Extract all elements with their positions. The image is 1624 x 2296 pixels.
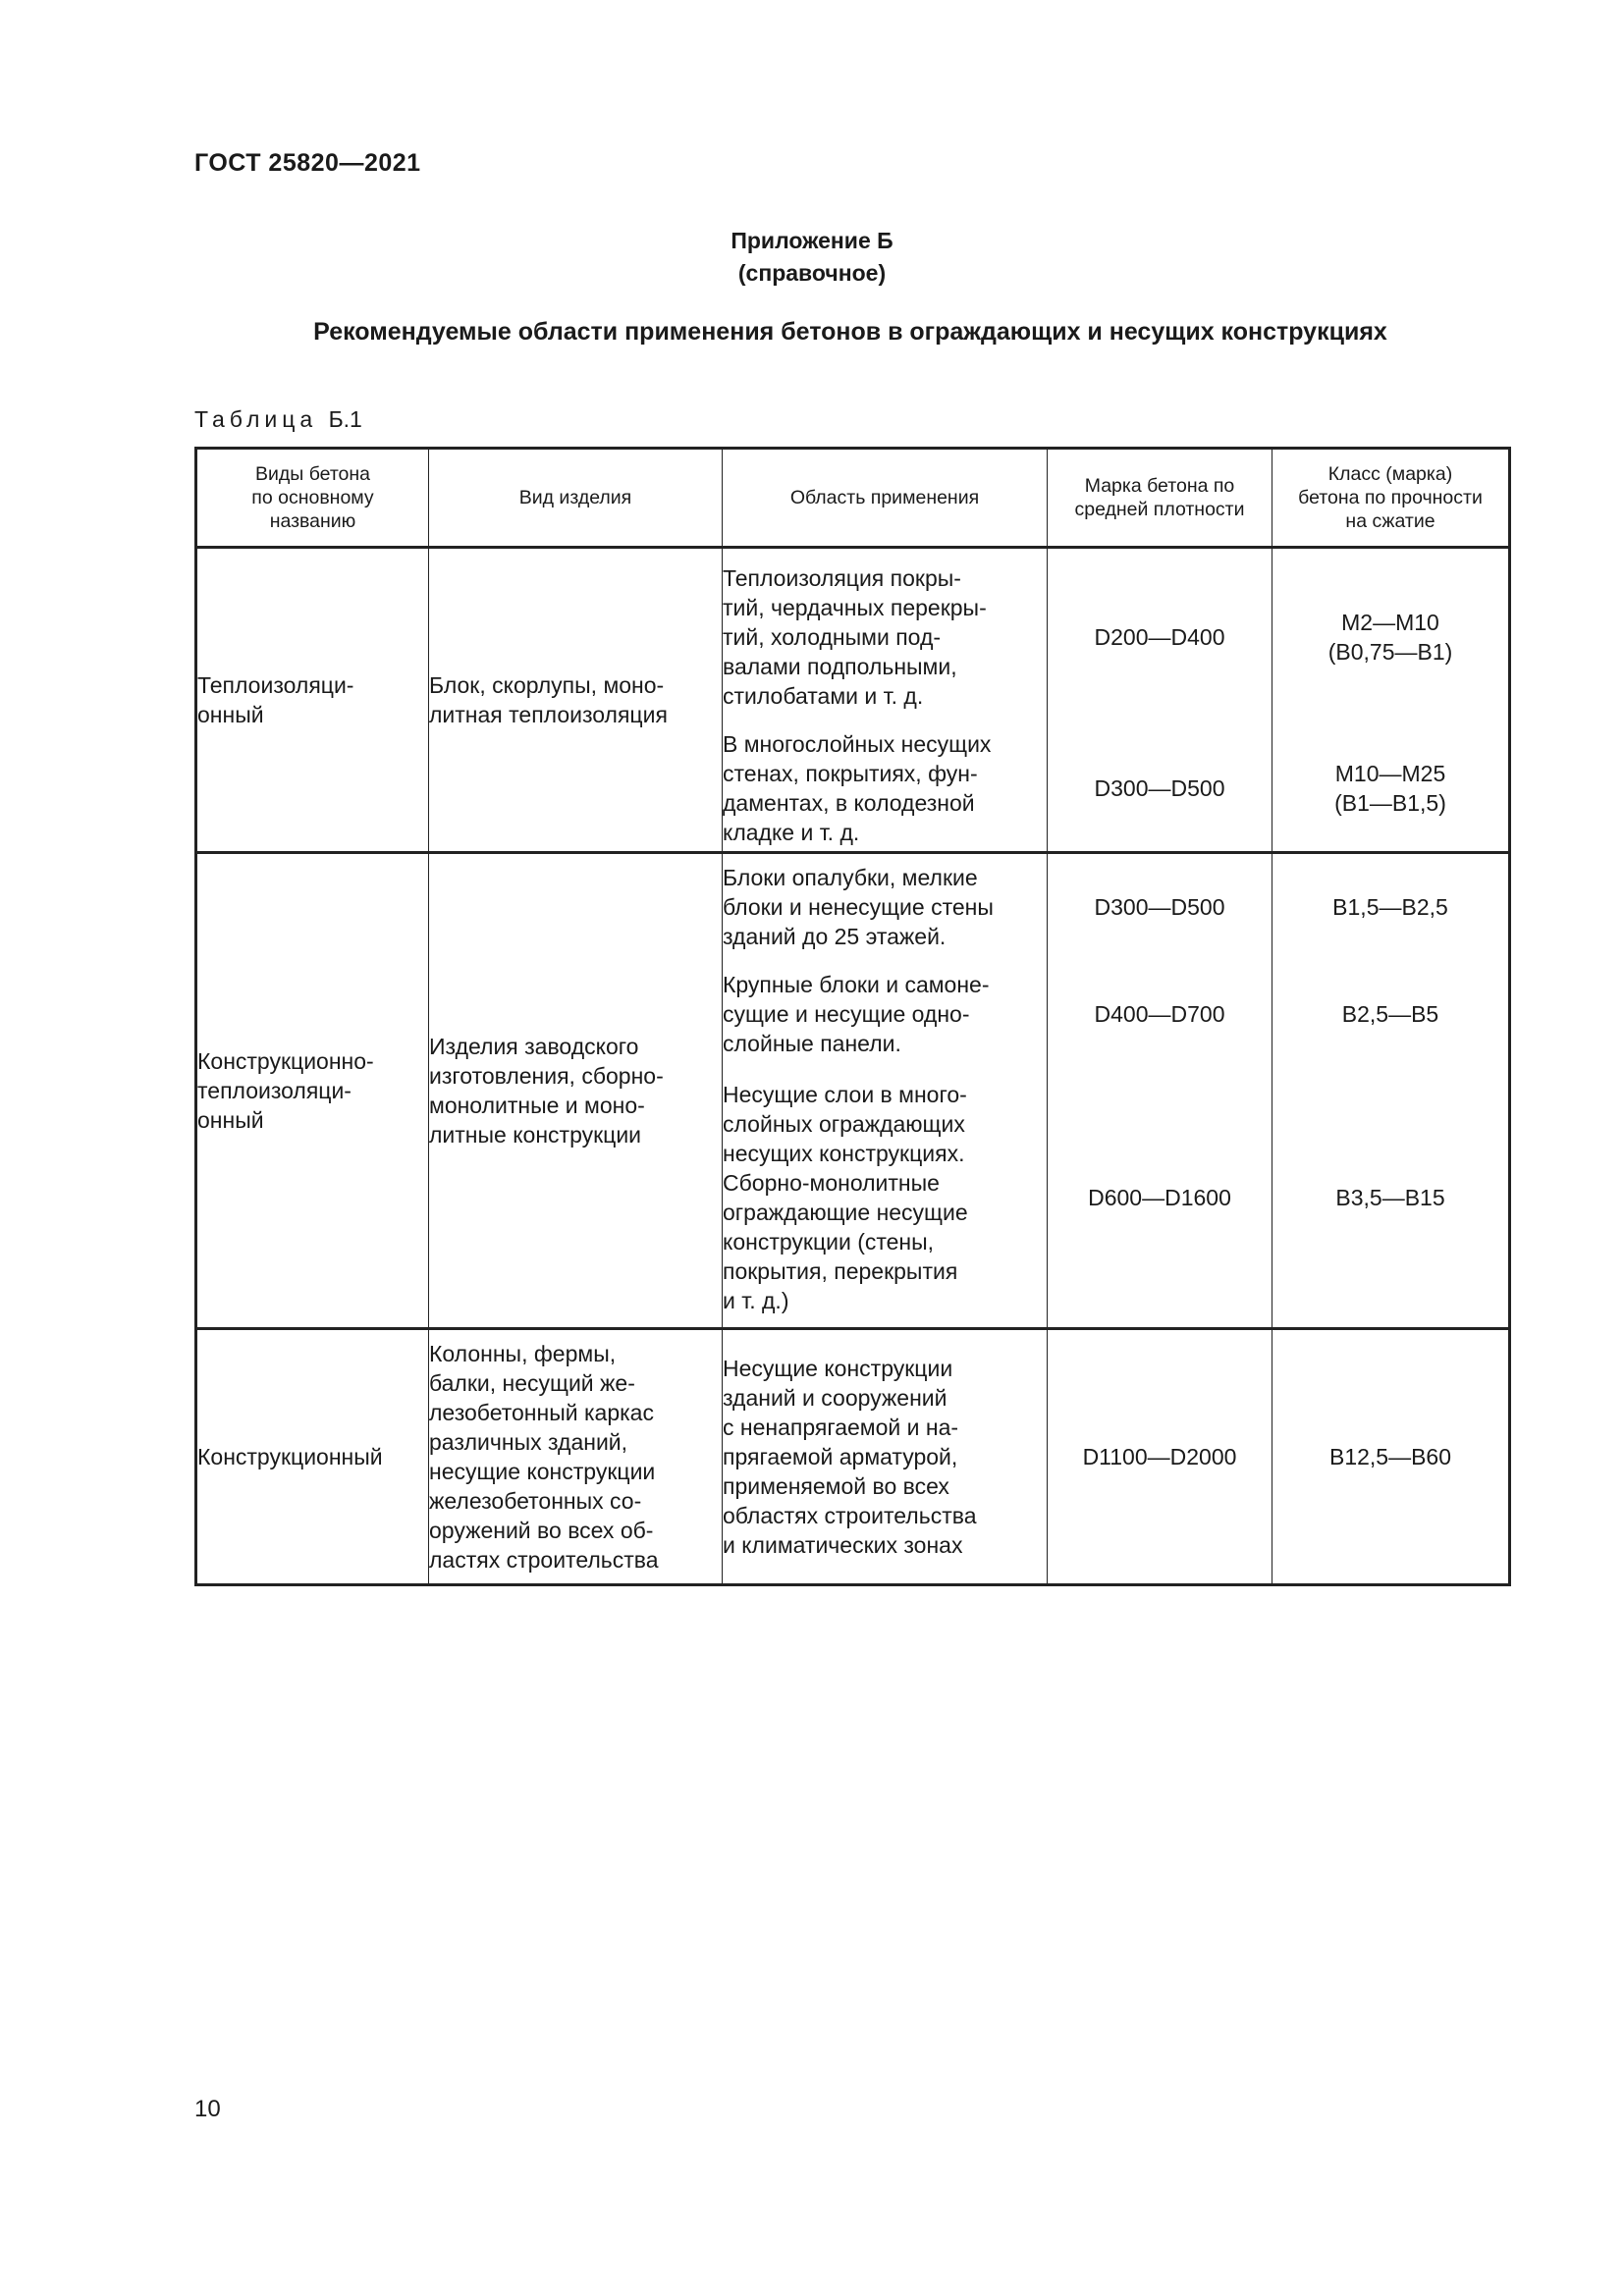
application-area-cell: В многослойных несущих стенах, покрытиях, фун- даментах, в колодезной кладке и т. д. <box>723 725 1048 853</box>
header-concrete-type: Виды бетона по основному названию <box>196 449 429 548</box>
annex-heading <box>0 225 1624 290</box>
strength-class-cell: В1,5—В2,5 <box>1272 853 1510 961</box>
header-strength-class: Класс (марка) бетона по прочности на сжатие <box>1272 449 1510 548</box>
concrete-type-cell: Конструкционно- теплоизоляци- онный <box>196 853 429 1329</box>
header-density-grade: Марка бетона по средней плотности <box>1048 449 1272 548</box>
table-row <box>196 1329 1510 1585</box>
density-grade-cell: D300—D500 <box>1048 725 1272 853</box>
concrete-type-cell: Конструкционный <box>196 1329 429 1585</box>
product-type-cell: Изделия заводского изготовления, сборно- монолитные и моно- литные конструкции <box>429 853 723 1329</box>
table-row <box>196 548 1510 726</box>
concrete-application-table <box>194 447 1511 1586</box>
density-grade-cell: D600—D1600 <box>1048 1068 1272 1329</box>
annex-subtitle: (справочное) <box>737 260 887 286</box>
density-grade-cell: D400—D700 <box>1048 960 1272 1068</box>
strength-class-cell: В12,5—В60 <box>1272 1329 1510 1585</box>
table-label <box>194 406 362 433</box>
table-row <box>196 853 1510 961</box>
density-grade-cell: D200—D400 <box>1048 548 1272 726</box>
annex-title: Приложение Б <box>731 228 893 253</box>
application-area-cell: Несущие конструкции зданий и сооружений с ненапрягаемой и на- прягаемой арматурой, применяемой во всех областях строительства и климатических зонах <box>723 1329 1048 1585</box>
application-area-cell: Крупные блоки и самоне- сущие и несущие одно- слойные панели. <box>723 960 1048 1068</box>
section-title: Рекомендуемые области применения бетонов в ограждающих и несущих конструкциях <box>313 318 1387 346</box>
density-grade-cell: D1100—D2000 <box>1048 1329 1272 1585</box>
table-label-word: Таблица <box>194 406 318 432</box>
strength-class-cell: М10—М25 (В1—В1,5) <box>1272 725 1510 853</box>
product-type-cell: Колонны, фермы, балки, несущий же- лезобетонный каркас различных зданий, несущие конструкции железобетонных со- оружений во всех об- ластях строительства <box>429 1329 723 1585</box>
product-type-cell: Блок, скорлупы, моно- литная теплоизоляция <box>429 548 723 853</box>
table-header-row <box>196 449 1510 548</box>
application-area-cell: Блоки опалубки, мелкие блоки и ненесущие стены зданий до 25 этажей. <box>723 853 1048 961</box>
application-area-cell: Несущие слои в много- слойных ограждающих несущих конструкциях. Сборно-монолитные ограждающие несущие конструкции (стены, покрытия, перекрытия и т. д.) <box>723 1068 1048 1329</box>
density-grade-cell: D300—D500 <box>1048 853 1272 961</box>
strength-class-cell: В3,5—В15 <box>1272 1068 1510 1329</box>
page-number: 10 <box>194 2096 221 2122</box>
header-application-area: Область применения <box>723 449 1048 548</box>
table-label-number: Б.1 <box>328 406 362 432</box>
header-product-type: Вид изделия <box>429 449 723 548</box>
document-code: ГОСТ 25820—2021 <box>194 149 421 177</box>
concrete-type-cell: Теплоизоляци- онный <box>196 548 429 853</box>
strength-class-cell: В2,5—В5 <box>1272 960 1510 1068</box>
application-area-cell: Теплоизоляция покры- тий, чердачных перекры- тий, холодными под- валами подпольными, стилобатами и т. д. <box>723 548 1048 726</box>
strength-class-cell: М2—М10 (В0,75—В1) <box>1272 548 1510 726</box>
